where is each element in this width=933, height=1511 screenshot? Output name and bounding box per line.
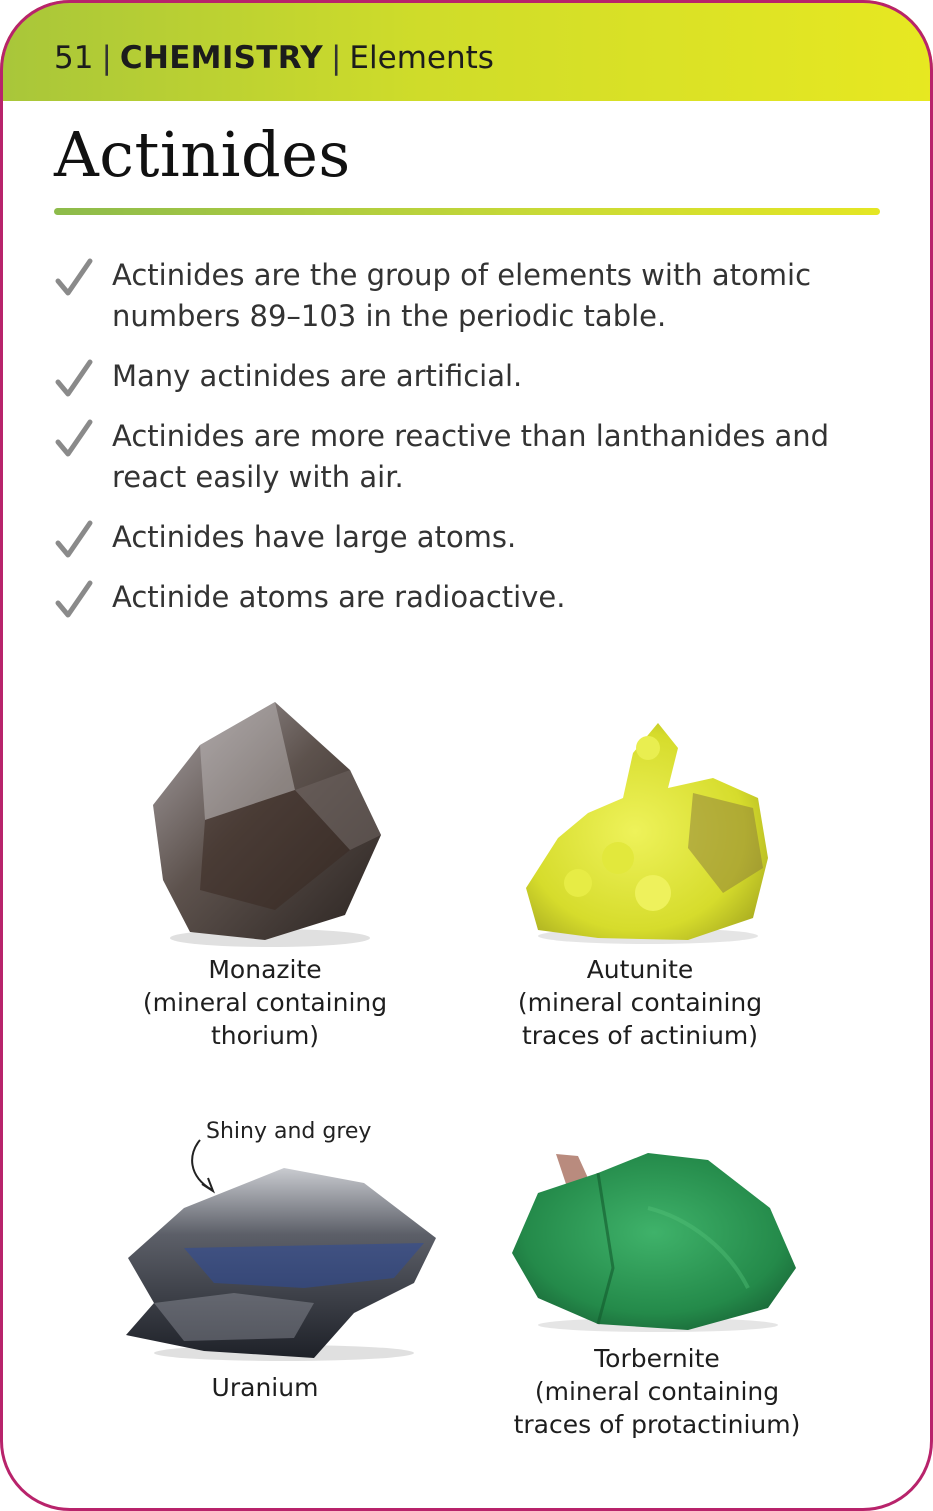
mineral-name: Torbernite: [594, 1344, 720, 1373]
mineral-detail: traces of protactinium): [513, 1410, 801, 1439]
torbernite-image: [508, 1148, 798, 1333]
fact-text: Actinides are the group of elements with atomic numbers 89–103 in the periodic table.: [112, 258, 812, 333]
mineral-detail: (mineral containing: [142, 988, 388, 1017]
mineral-detail: thorium): [210, 1021, 320, 1050]
mineral-name: Uranium: [211, 1373, 319, 1402]
uranium-image: [124, 1163, 438, 1363]
mineral-detail: traces of actinium): [521, 1021, 759, 1050]
torbernite-caption: [487, 1342, 827, 1441]
monazite-caption: [110, 953, 420, 1052]
fact-item: [54, 356, 894, 397]
annotation-label: Shiny and grey: [206, 1119, 372, 1144]
fact-item: [54, 577, 894, 618]
fact-list: [54, 255, 894, 637]
fact-text: Actinide atoms are radioactive.: [112, 580, 566, 614]
autunite-image: [518, 718, 773, 946]
fact-text: Actinides are more reactive than lanthanides and react easily with air.: [112, 419, 830, 494]
mineral-detail: (mineral containing: [534, 1377, 780, 1406]
checkmark-icon: [54, 519, 94, 559]
monazite-image: [145, 700, 385, 950]
subject-label: CHEMISTRY: [119, 40, 323, 76]
checkmark-icon: [54, 579, 94, 619]
fact-text: Many actinides are artificial.: [112, 359, 523, 393]
fact-item: [54, 255, 894, 337]
page-number: 51: [54, 40, 94, 76]
autunite-caption: [485, 953, 795, 1052]
mineral-name: Autunite: [586, 955, 694, 984]
fact-text: Actinides have large atoms.: [112, 520, 517, 554]
fact-item: [54, 517, 894, 558]
checkmark-icon: [54, 358, 94, 398]
checkmark-icon: [54, 418, 94, 458]
header-band: [0, 0, 933, 101]
fact-item: [54, 416, 894, 498]
checkmark-icon: [54, 257, 94, 297]
uranium-caption: [110, 1371, 420, 1404]
mineral-detail: (mineral containing: [517, 988, 763, 1017]
page-title: Actinides: [54, 118, 351, 191]
title-underline: [54, 208, 880, 215]
header-breadcrumb: 51 | CHEMISTRY | Elements: [54, 40, 494, 76]
mineral-name: Monazite: [208, 955, 322, 984]
section-label: Elements: [349, 40, 494, 76]
